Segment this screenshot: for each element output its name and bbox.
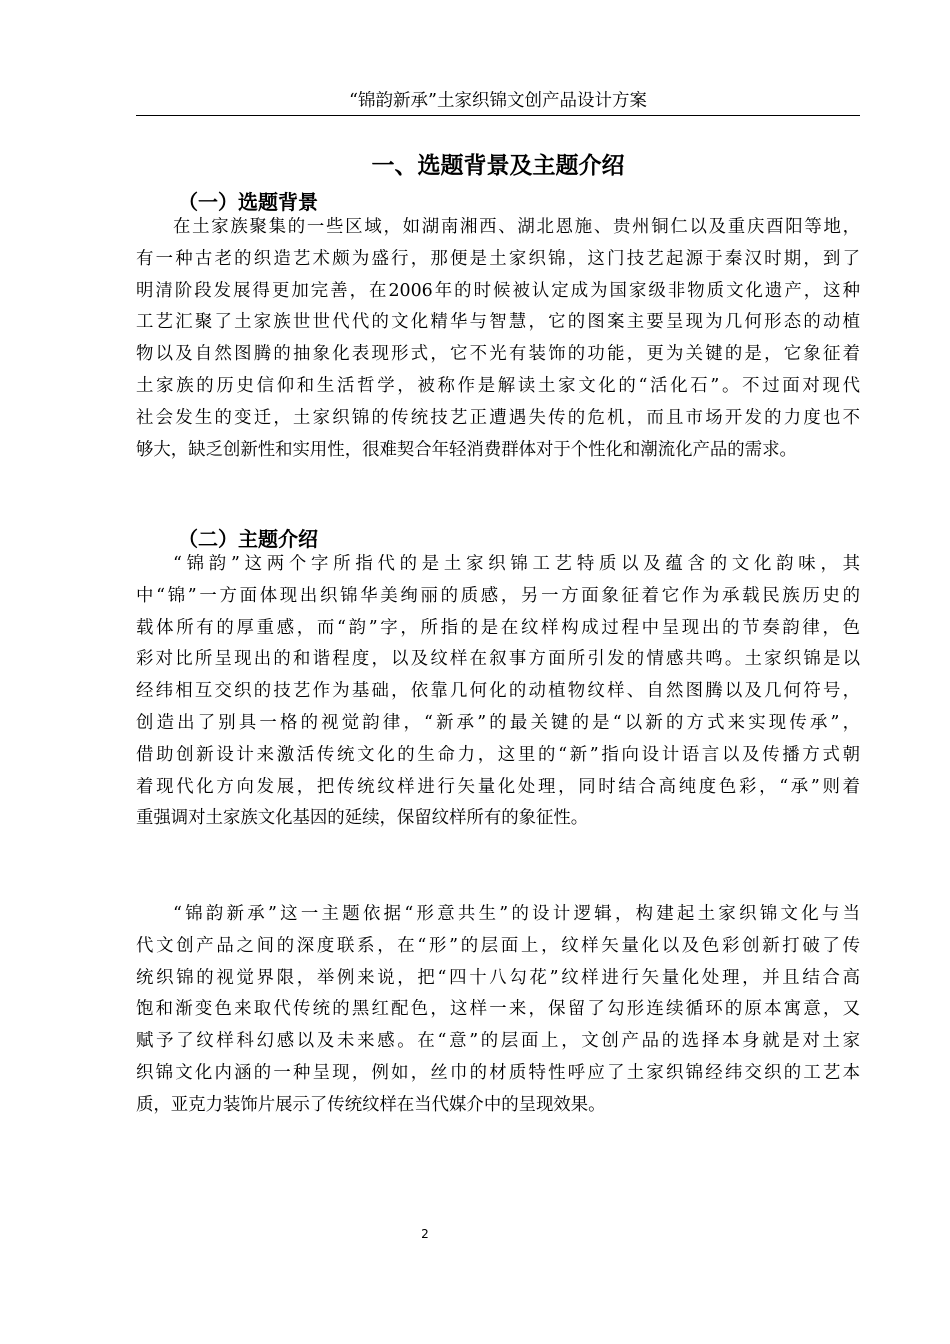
paragraph-line: 工艺汇聚了土家族世世代代的文化精华与智慧，它的图案主要呈现为几何形态的动植 bbox=[136, 312, 860, 333]
paragraph-theme-2 bbox=[136, 899, 860, 1122]
paragraph-line: 织锦文化内涵的一种呈现，例如，丝巾的材质特性呼应了土家织锦经纬交织的工艺本 bbox=[136, 1062, 860, 1083]
paragraph-line: 重强调对土家族文化基因的延续，保留纹样所有的象征性。 bbox=[136, 808, 589, 829]
paragraph-line: 有一种古老的织造艺术颇为盛行，那便是土家织锦，这门技艺起源于秦汉时期，到了 bbox=[136, 248, 860, 269]
page-number: 2 bbox=[421, 1227, 429, 1241]
paragraph-line: 明清阶段发展得更加完善，在2006年的时候被认定成为国家级非物质文化遗产，这种 bbox=[136, 280, 860, 301]
paragraph-line: 统织锦的视觉界限，举例来说，把“四十八勾花”纹样进行矢量化处理，并且结合高 bbox=[136, 967, 860, 988]
paragraph-line: 着现代化方向发展，把传统纹样进行矢量化处理，同时结合高纯度色彩，“承”则着 bbox=[136, 776, 860, 797]
paragraph-line: 借助创新设计来激活传统文化的生命力，这里的“新”指向设计语言以及传播方式朝 bbox=[136, 744, 860, 765]
subsection-heading-background: （一）选题背景 bbox=[178, 190, 318, 214]
paragraph-line: 社会发生的变迁，土家织锦的传统技艺正遭遇失传的危机，而且市场开发的力度也不 bbox=[136, 407, 860, 428]
paragraph-theme-1 bbox=[136, 549, 860, 835]
paragraph-line: 赋予了纹样科幻感以及未来感。在“意”的层面上，文创产品的选择本身就是对土家 bbox=[136, 1031, 860, 1052]
paragraph-line: 质，亚克力装饰片展示了传统纹样在当代媒介中的呈现效果。 bbox=[136, 1094, 606, 1115]
paragraph-line: 代文创产品之间的深度联系，在“形”的层面上，纹样矢量化以及色彩创新打破了传 bbox=[136, 935, 860, 956]
paragraph-line: 经纬相互交织的技艺作为基础，依靠几何化的动植物纹样、自然图腾以及几何符号， bbox=[136, 681, 860, 702]
section-heading: 一、选题背景及主题介绍 bbox=[371, 153, 625, 179]
paragraph-line: 彩对比所呈现出的和谐程度，以及纹样在叙事方面所引发的情感共鸣。土家织锦是以 bbox=[136, 649, 860, 670]
paragraph-line: “锦韵新承”这一主题依据“形意共生”的设计逻辑，构建起土家织锦文化与当 bbox=[173, 904, 860, 924]
paragraph-line: 饱和渐变色来取代传统的黑红配色，这样一来，保留了勾形连续循环的原本寓意，又 bbox=[136, 999, 860, 1020]
paragraph-line: 土家族的历史信仰和生活哲学，被称作是解读土家文化的“活化石”。不过面对现代 bbox=[136, 375, 860, 396]
subsection-heading-theme: （二）主题介绍 bbox=[178, 527, 318, 551]
paragraph-line: 够大，缺乏创新性和实用性，很难契合年轻消费群体对于个性化和潮流化产品的需求。 bbox=[136, 439, 797, 460]
paragraph-line: 中“锦”一方面体现出织锦华美绚丽的质感，另一方面象征着它作为承载民族历史的 bbox=[136, 585, 860, 606]
paragraph-line: 物以及自然图腾的抽象化表现形式，它不光有装饰的功能，更为关键的是，它象征着 bbox=[136, 344, 860, 365]
paragraph-line: 载体所有的厚重感，而“韵”字，所指的是在纹样构成过程中呈现出的节奏韵律，色 bbox=[136, 617, 860, 638]
paragraph-background bbox=[136, 212, 860, 466]
paragraph-line: “锦韵”这两个字所指代的是土家织锦工艺特质以及蕴含的文化韵味，其 bbox=[173, 554, 860, 574]
paragraph-line: 创造出了别具一格的视觉韵律，“新承”的最关键的是“以新的方式来实现传承”， bbox=[136, 712, 860, 733]
paragraph-line: 在土家族聚集的一些区域，如湖南湘西、湖北恩施、贵州铜仁以及重庆酉阳等地， bbox=[173, 217, 860, 237]
page-header: “锦韵新承”土家织锦文创产品设计方案 bbox=[136, 88, 860, 116]
